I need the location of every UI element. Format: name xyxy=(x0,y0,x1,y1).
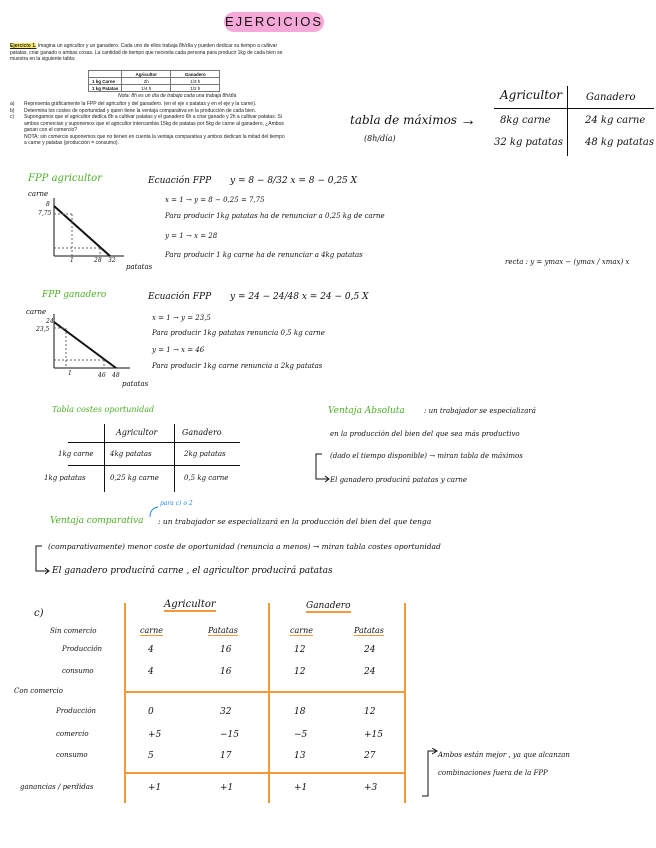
table-header: Ganadero xyxy=(171,71,220,78)
c-cell: −15 xyxy=(220,730,239,740)
comparative-heading: Ventaja comparativa xyxy=(50,516,144,526)
c-cell: +1 xyxy=(294,783,308,793)
conclusion-line: combinaciones fuera de la FPP xyxy=(438,769,548,777)
question-line: ganan con el comercio? xyxy=(24,127,78,133)
equation-label: Ecuación FPP xyxy=(148,176,212,186)
c-cell: +1 xyxy=(220,783,234,793)
table-note: Nota: 8h es un día de trabajo cada una trabaja 8h/día xyxy=(118,93,237,99)
question-line: NOTA: sin comercio suponemos que no tienen en cuenta la ventaja comparativa y ambos dedican la mitad del tiempo xyxy=(24,133,285,140)
x-tick: 32 xyxy=(108,257,116,264)
bracket-arrow-icon xyxy=(32,544,52,576)
x-tick: 28 xyxy=(94,257,102,264)
calc-line: Para producir 1kg patatas ha de renunciar a 0,25 kg de carne xyxy=(165,212,385,220)
y-tick: 23,5 xyxy=(36,326,50,333)
y-axis-label: carne xyxy=(26,308,47,316)
y-tick: 7,75 xyxy=(38,210,52,217)
section-sin-comercio: Sin comercio xyxy=(50,627,97,635)
question-line: a carne y patatas (producción = consumo). xyxy=(24,140,119,146)
c-row-label: comercio xyxy=(56,730,89,738)
absolute-line: (dado el tiempo disponible) → miran tabla de máximos xyxy=(330,452,523,460)
max-table-label: tabla de máximos xyxy=(350,113,457,127)
max-table-sublabel: (8h/día) xyxy=(364,134,396,143)
c-cell: 5 xyxy=(148,751,154,761)
absolute-line: en la producción del bien del que sea más productivo xyxy=(330,430,520,438)
table-cell: 1 kg Carne xyxy=(89,78,122,85)
fpp-ganadero-heading: FPP ganadero xyxy=(42,290,107,300)
c-cell: 4 xyxy=(148,645,154,655)
bracket-arrow-icon xyxy=(418,748,440,800)
statement-line: Ejercicio 1. Imagina un agricultor y un ganadero. Cada uno de ellos trabaja 8h/día y pueden dedicar su tiempo a cultivar xyxy=(10,43,278,49)
max-table-hrule xyxy=(494,108,654,109)
max-cell: 32 kg patatas xyxy=(494,137,563,148)
table-row xyxy=(89,85,220,92)
question-line: ambos comercian y suponemos que el agricultor intercambia 15kg de patatas por 5kg de carne al ganadero, ¿Ambos xyxy=(24,120,284,127)
calc-line: Para producir 1 kg carne ha de renunciar a 4kg patatas xyxy=(165,251,363,259)
conclusion-line: Ambos están mejor , ya que alcanzan xyxy=(438,751,570,759)
comparative-line: El ganadero producirá carne , el agricultor producirá patatas xyxy=(52,566,333,576)
question-line: a) Representa gráficamente la FPP del agricultor y del ganadero. (en el eje x patatas y en el eje y la carne). xyxy=(10,101,257,107)
c-cell: 16 xyxy=(220,667,232,677)
c-cell: +3 xyxy=(364,783,378,793)
exercise-statement xyxy=(10,43,340,63)
opp-vrule xyxy=(104,424,105,492)
opp-hrule xyxy=(68,442,240,443)
c-row-label: consumo xyxy=(56,751,88,759)
absolute-line: El ganadero producirá patatas y carne xyxy=(330,476,467,484)
x-tick: 48 xyxy=(112,372,120,379)
calc-line: Para producir 1kg carne renuncia a 2kg patatas xyxy=(152,362,323,370)
opp-vrule xyxy=(174,424,175,492)
c-hrule xyxy=(124,772,406,774)
group-agricultor: Agricultor xyxy=(164,599,216,610)
arrow-icon: → xyxy=(460,112,476,129)
equation-label: Ecuación FPP xyxy=(148,292,212,302)
c-cell: 18 xyxy=(294,707,306,717)
question-line: b) Determina los costes de oportunidad y quien tiene la ventaja comparativa en la producción de cada bien. xyxy=(10,107,257,114)
time-table xyxy=(88,70,220,92)
y-axis-label: carne xyxy=(28,190,49,198)
table-cell: 2h xyxy=(122,78,171,85)
y-tick: 24 xyxy=(46,318,54,325)
c-cell: +5 xyxy=(148,730,162,740)
statement-line: patatas, criar ganado o ambas cosas. La cantidad de tiempo que necesita cada persona para producir 1kg de cada bien se xyxy=(10,49,283,56)
c-cell: +1 xyxy=(148,783,162,793)
table-header xyxy=(89,71,122,78)
c-row-label: ganancias / perdidas xyxy=(20,783,94,791)
c-cell: 32 xyxy=(220,707,232,717)
c-col-header: Patatas xyxy=(354,626,384,635)
opp-cell: 0,25 kg carne xyxy=(110,474,159,482)
table-header: Agricultor xyxy=(122,71,171,78)
c-cell: 12 xyxy=(364,707,376,717)
fpp-ganadero-graph xyxy=(20,306,160,391)
table-cell: 1 kg Patatas xyxy=(89,85,122,92)
section-c-label: c) xyxy=(34,608,44,619)
comparative-line: : un trabajador se especializará en la producción del bien del que tenga xyxy=(158,517,432,526)
c-col-header: carne xyxy=(140,626,163,635)
section-con-comercio: Con comercio xyxy=(14,687,63,695)
table-cell: 1/3 h xyxy=(171,78,220,85)
equation: y = 8 − 8/32 x = 8 − 0,25 X xyxy=(230,176,358,186)
table-row xyxy=(89,78,220,85)
c-cell: 24 xyxy=(364,667,376,677)
max-cell: 48 kg patatas xyxy=(585,137,654,148)
c-col-header: Patatas xyxy=(208,626,238,635)
c-cell: 0 xyxy=(148,707,154,717)
question-line: c) Supongamos que el agricultor dedica 8h a cultivar patatas y el ganadero 6h a criar ganado y 2h a cultivar patatas. Si xyxy=(10,114,282,120)
opp-cell: 2kg patatas xyxy=(184,450,226,458)
max-cell: 24 kg carne xyxy=(585,115,646,126)
c-col-header: carne xyxy=(290,626,313,635)
fpp-agricultor-heading: FPP agricultor xyxy=(28,173,102,184)
x-tick: 46 xyxy=(98,372,106,379)
opp-header: Agricultor xyxy=(116,428,158,437)
c-cell: 24 xyxy=(364,645,376,655)
c-cell: −5 xyxy=(294,730,308,740)
c-cell: 13 xyxy=(294,751,306,761)
c-row-label: Producción xyxy=(56,707,97,715)
calc-line: y = 1 → x = 28 xyxy=(165,232,218,240)
opp-cell: 4kg patatas xyxy=(110,450,152,458)
x-axis-label: patatas xyxy=(122,380,149,388)
table-cell: 1/4 h xyxy=(122,85,171,92)
c-cell: +15 xyxy=(364,730,383,740)
calc-line: y = 1 → x = 46 xyxy=(152,346,205,354)
calc-line: x = 1 → y = 23,5 xyxy=(152,314,211,322)
comparative-line: (comparativamente) menor coste de oportunidad (renuncia a menos) → miran tabla costes oportunidad xyxy=(48,542,441,551)
page-title: EJERCICIOS xyxy=(224,12,324,32)
y-tick: 8 xyxy=(46,201,50,208)
c-hrule xyxy=(124,691,406,693)
max-cell: 8kg carne xyxy=(500,115,551,126)
opp-cell: 0,5 kg carne xyxy=(184,474,229,482)
opp-cell: 1kg carne xyxy=(58,450,94,458)
max-header-agricultor: Agricultor xyxy=(500,88,562,102)
c-cell: 27 xyxy=(364,751,376,761)
c-cell: 17 xyxy=(220,751,232,761)
x-tick: 1 xyxy=(70,257,74,264)
exercise-label: Ejercicio 1. xyxy=(10,43,37,49)
opportunity-heading: Tabla costes oportunidad xyxy=(52,405,155,414)
c-cell: 12 xyxy=(294,645,306,655)
calc-line: x = 1 → y = 8 − 0,25 = 7,75 xyxy=(165,196,265,204)
bracket-arrow-icon xyxy=(312,452,332,484)
c-row-label: consumo xyxy=(62,667,94,675)
c-cell: 4 xyxy=(148,667,154,677)
x-tick: 1 xyxy=(68,370,72,377)
c-row-label: Producción xyxy=(62,645,103,653)
group-ganadero: Ganadero xyxy=(306,601,351,611)
equation: y = 24 − 24/48 x = 24 − 0,5 X xyxy=(230,292,369,302)
c-cell: 12 xyxy=(294,667,306,677)
max-table-vrule xyxy=(567,86,568,156)
calc-line: Para producir 1kg patatas renuncia 0,5 kg carne xyxy=(152,329,325,337)
table-cell: 1/2 h xyxy=(171,85,220,92)
opp-hrule xyxy=(68,465,240,466)
statement-line: muestra en la siguiente tabla: xyxy=(10,56,76,62)
c-cell: 16 xyxy=(220,645,232,655)
max-header-ganadero: Ganadero xyxy=(586,92,636,103)
table-row xyxy=(89,71,220,78)
fpp-line xyxy=(54,322,116,368)
opp-header: Ganadero xyxy=(182,428,222,437)
absolute-line: : un trabajador se especializará xyxy=(424,407,536,415)
comparative-note: para c) o 2 xyxy=(160,500,193,507)
x-axis-label: patatas xyxy=(126,263,153,271)
questions xyxy=(10,101,340,147)
line-formula: recta : y = ymax − (ymax / xmax) x xyxy=(505,258,630,266)
absolute-heading: Ventaja Absoluta xyxy=(328,406,405,416)
opp-cell: 1kg patatas xyxy=(44,474,86,482)
